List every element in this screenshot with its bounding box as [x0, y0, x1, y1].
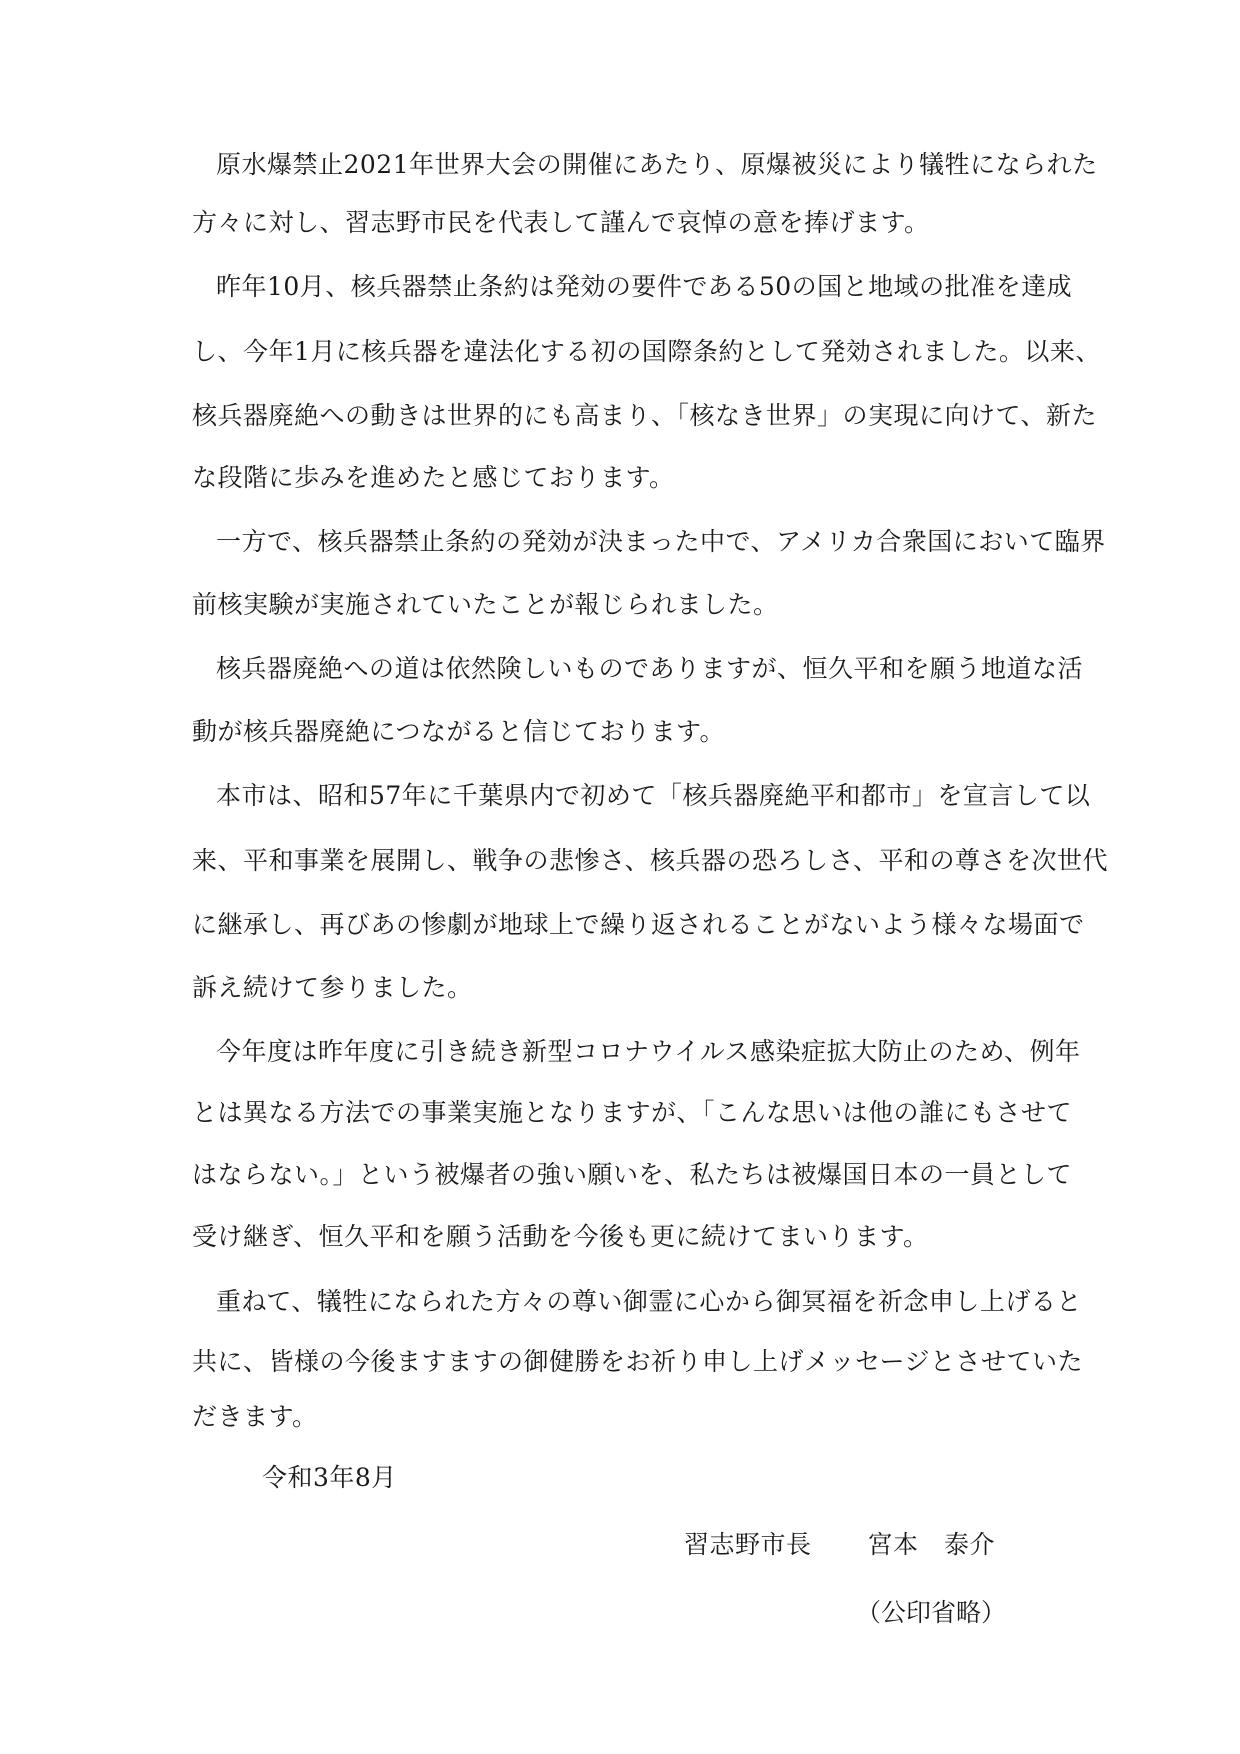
- body-line: に継承し、再びあの惨劇が地球上で繰り返されることがないよう様々な場面で: [192, 910, 1085, 939]
- body-line: はならない。」という被爆者の強い願いを、私たちは被爆国日本の一員として: [192, 1160, 1073, 1189]
- body-line: 今年度は昨年度に引き続き新型コロナウイルス感染症拡大防止のため、例年: [216, 1037, 1081, 1066]
- seal-note: （公印省略）: [856, 1598, 1007, 1627]
- body-line: 一方で、核兵器禁止条約の発効が決まった中で、アメリカ合衆国において臨界: [216, 527, 1106, 556]
- signature-block: [684, 1530, 995, 1560]
- body-line: 原水爆禁止2021年世界大会の開催にあたり、原爆被災により犠牲になられた: [216, 150, 1098, 179]
- body-line: 受け継ぎ、恒久平和を願う活動を今後も更に続けてまいります。: [192, 1222, 929, 1251]
- body-line: 昨年10月、核兵器禁止条約は発効の要件である50の国と地域の批准を達成: [216, 272, 1073, 301]
- body-line: 前核実験が実施されていたことが報じられました。: [192, 590, 779, 619]
- body-line: 来、平和事業を展開し、戦争の悲惨さ、核兵器の恐ろしさ、平和の尊さを次世代: [192, 846, 1109, 875]
- body-line: だきます。: [192, 1402, 318, 1431]
- signature-name: 宮本 泰介: [867, 1530, 996, 1559]
- body-line: 訴え続けて参りました。: [192, 973, 473, 1002]
- body-line: し、今年1月に核兵器を違法化する初の国際条約として発効されました。以来、: [192, 337, 1101, 366]
- body-line: 動が核兵器廃絶につながると信じております。: [192, 717, 726, 746]
- body-line: とは異なる方法での事業実施となりますが、「こんな思いは他の誰にもさせて: [192, 1098, 1073, 1127]
- body-line: 方々に対し、習志野市民を代表して謹んで哀悼の意を捧げます。: [192, 208, 930, 237]
- body-line: な段階に歩みを進めたと感じております。: [192, 463, 675, 492]
- document-date: 令和3年8月: [262, 1463, 397, 1492]
- body-line: 核兵器廃絶への道は依然険しいものでありますが、恒久平和を願う地道な活: [216, 654, 1084, 683]
- body-line: 核兵器廃絶への動きは世界的にも高まり、「核なき世界」の実現に向けて、新た: [192, 401, 1098, 430]
- body-line: 共に、皆様の今後ますますの御健勝をお祈り申し上げメッセージとさせていた: [192, 1347, 1084, 1376]
- body-line: 重ねて、犠牲になられた方々の尊い御霊に心から御冥福を祈念申し上げると: [216, 1287, 1082, 1316]
- body-line: 本市は、昭和57年に千葉県内で初めて「核兵器廃絶平和都市」を宣言して以: [216, 781, 1091, 810]
- signature-title: 習志野市長: [684, 1530, 812, 1559]
